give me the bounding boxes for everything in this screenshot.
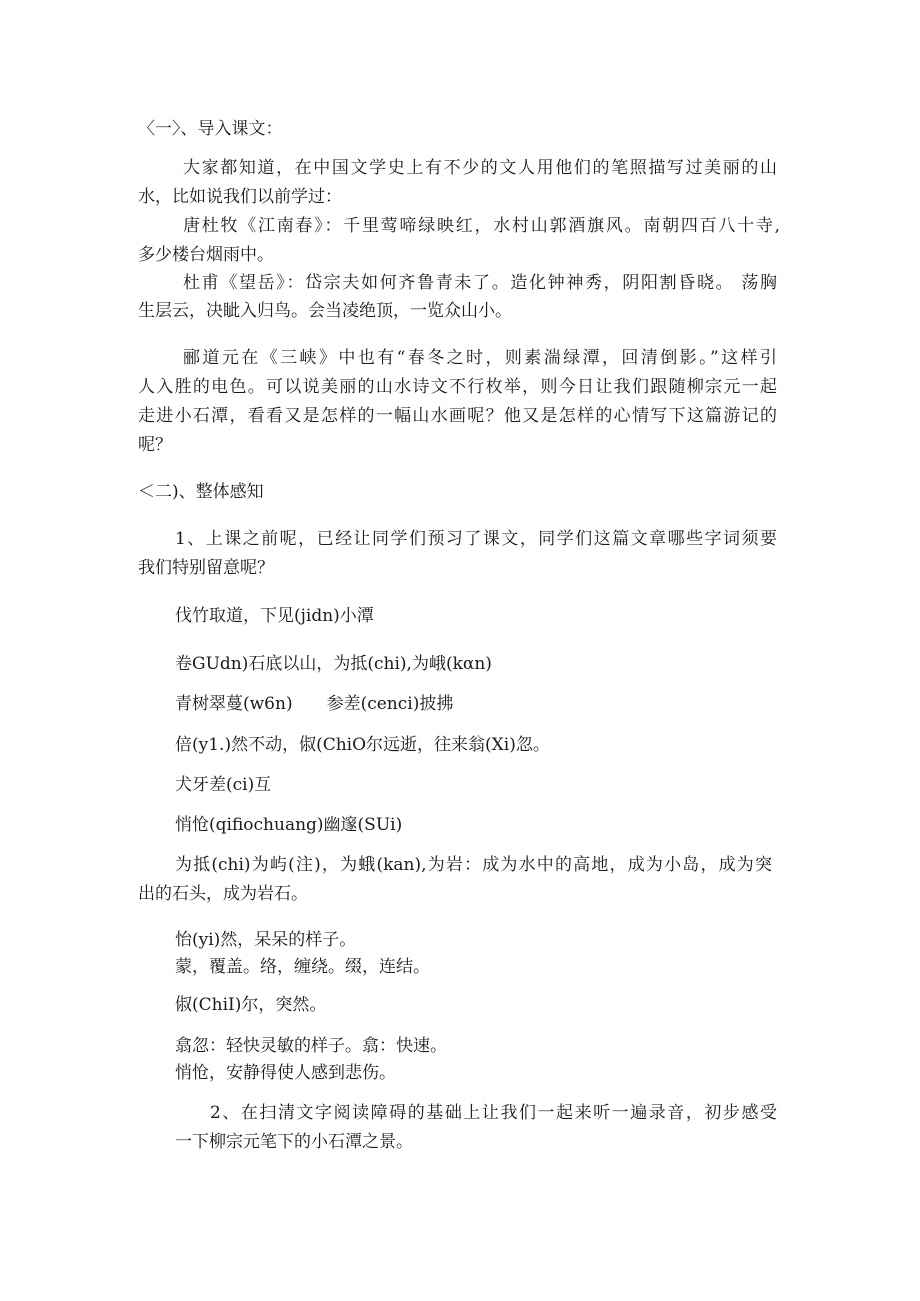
vocab-line: 悄怆(qifiochuang)幽邃(SUi) [175,815,403,835]
definition-line: 怡(yi)然，呆呆的样子。 [175,930,357,950]
paragraph-line: 生层云，决眦入归鸟。会当凌绝顶，一览众山小。 [138,301,512,321]
paragraph-line: 一下柳宗元笔下的小石潭之景。 [175,1132,413,1152]
paragraph-line: 呢？ [138,435,172,455]
paragraph-line: 我们特别留意呢？ [138,558,274,578]
paragraph-line: 杜甫《望岳》：岱宗夫如何齐鲁青未了。造化钟神秀，阴阳割昏晓。 荡胸 [183,273,777,293]
paragraph-line: 唐杜牧《江南春》：千里莺啼绿映红，水村山郭酒旗风。南朝四百八十寺, [183,216,780,236]
paragraph-line: 人入胜的电色。可以说美丽的山水诗文不行枚举，则今日让我们跟随柳宗元一起 [138,377,777,397]
paragraph-line: 走进小石潭，看看又是怎样的一幅山水画呢？他又是怎样的心情写下这篇游记的 [138,406,777,426]
definition-line: 翕忽：轻快灵敏的样子。翕：快速。 [175,1036,447,1056]
paragraph-line: 大家都知道，在中国文学史上有不少的文人用他们的笔照描写过美丽的山 [183,158,777,178]
vocab-line: 倍(y1.)然不动，俶(ChiO尔远逝，往来翁(Xi)忽。 [175,735,550,755]
paragraph-line: 多少楼台烟雨中。 [138,245,274,265]
paragraph-line: 水，比如说我们以前学过： [138,187,342,207]
section-heading-2: ＜二)、整体感知 [138,482,264,502]
paragraph-line: 1、上课之前呢，已经让同学们预习了课文，同学们这篇文章哪些字词须要 [175,529,777,549]
paragraph-line: 出的石头，成为岩石。 [138,884,308,904]
paragraph-line: 为抵(chi)为屿(注)，为蛾(kan),为岩：成为水中的高地，成为小岛，成为突 [175,855,772,875]
vocab-line: 卷GUdn)石底以山，为抵(chi),为峨(kαn) [175,654,492,674]
definition-line: 蒙，覆盖。络，缠绕。缀，连结。 [175,957,430,977]
paragraph-line: 2、在扫清文字阅读障碍的基础上让我们一起来听一遍录音，初步感受 [210,1103,777,1123]
section-heading-1: 〈一〉、导入课文： [138,119,283,139]
definition-line: 悄怆，安静得使人感到悲伤。 [175,1063,396,1083]
vocab-line: 青树翠蔓(w6n) 参差(cenci)披拂 [175,694,454,714]
vocab-line: 犬牙差(ci)互 [175,775,272,795]
paragraph-line: 郦道元在《三峡》中也有“春冬之时，则素湍绿潭，回清倒影。”这样引 [183,348,777,368]
definition-line: 俶(ChiI)尔，突然。 [175,995,327,1015]
vocab-line: 伐竹取道，下见(jidn)小潭 [175,606,374,626]
